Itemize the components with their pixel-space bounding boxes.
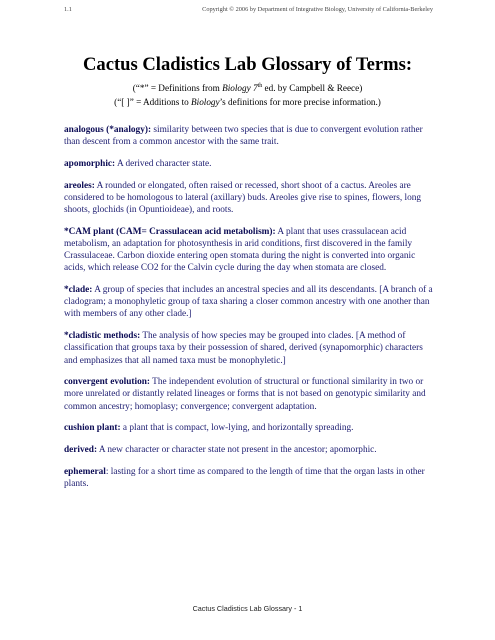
glossary-entry xyxy=(64,466,436,490)
glossary-definition: : lasting for a short time as compared to the length of time that the organ lasts in other plants. xyxy=(64,466,425,489)
glossary-entry xyxy=(64,180,436,217)
glossary-entry xyxy=(64,422,436,434)
glossary-term: *CAM plant (CAM= Crassulacean acid metabolism): xyxy=(64,226,276,237)
glossary-entries xyxy=(64,124,436,500)
subtitle-line-1 xyxy=(0,82,495,94)
subtitle-1-suffix: ed. by Campbell & Reece) xyxy=(262,83,363,93)
glossary-term: cushion plant: xyxy=(64,423,121,434)
glossary-entry xyxy=(64,330,436,367)
subtitle-1-prefix: (“*” = Definitions from xyxy=(132,83,223,93)
glossary-entry xyxy=(64,284,436,321)
glossary-entry xyxy=(64,444,436,456)
subtitle-1-book: Biology 7 xyxy=(222,83,258,93)
header-copyright: Copyright © 2006 by Department of Integrative Biology, University of California-Berkeley xyxy=(202,6,433,13)
glossary-definition: A derived character state. xyxy=(115,158,212,169)
glossary-entry xyxy=(64,376,436,413)
glossary-definition: The independent evolution of structural or functional similarity in two or more unrelated or distantly related lineages or forms that is not based on genotypic similarity and common ancestry; homoplasy; convergence; convergent adaptation. xyxy=(64,377,426,412)
glossary-term: apomorphic: xyxy=(64,158,116,169)
glossary-definition: The analysis of how species may be grouped into clades. [A method of classification that groups taxa by their possession of shared, derived (synapomorphic) characters and emphasizes that all named taxa must be monophyletic.] xyxy=(64,331,423,366)
subtitle-1-sup: th xyxy=(257,82,263,89)
glossary-term: convergent evolution: xyxy=(64,377,150,388)
glossary-definition: similarity between two species that is due to convergent evolution rather than descent from a common ancestor with the same trait. xyxy=(64,125,423,148)
glossary-term: *cladistic methods: xyxy=(64,331,141,342)
glossary-definition: A group of species that includes an ancestral species and all its descendants. [A branch of a cladogram; a monophyletic group of taxa sharing a closer common ancestry with one another than with members of any other clade.] xyxy=(64,285,433,320)
glossary-term: *clade: xyxy=(64,285,93,296)
glossary-term: analogous (*analogy): xyxy=(64,125,152,135)
subtitle-2-suffix: ’s definitions for more precise information.) xyxy=(219,97,381,107)
glossary-definition: A plant that uses crassulacean acid metabolism, an adaptation for photosynthesis in arid conditions, first discovered in the family Crassulaceae. Carbon dioxide entering open stomata during the night is converted into organic acids, which release CO2 for the Calvin cycle during the day when stomata are closed. xyxy=(64,226,416,274)
glossary-entry xyxy=(64,226,436,275)
glossary-definition: a plant that is compact, low-lying, and horizontally spreading. xyxy=(120,423,354,434)
page-title: Cactus Cladistics Lab Glossary of Terms: xyxy=(82,54,413,75)
glossary-term: areoles: xyxy=(64,180,95,191)
header-page-number: 1.1 xyxy=(64,6,72,13)
subtitle-2-book: Biology xyxy=(191,97,220,107)
glossary-definition: A new character or character state not present in the ancestor; apomorphic. xyxy=(97,445,377,456)
glossary-definition: A rounded or elongated, often raised or recessed, short shoot of a cactus. Areoles are considered to be homologous to lateral (axillary) buds. Areoles give rise to spines, flowers, long shoots, glochids (in Opuntioideae), and roots. xyxy=(64,180,422,216)
page-footer: Cactus Cladistics Lab Glossary - 1 xyxy=(192,604,303,613)
subtitle-line-2 xyxy=(0,96,495,108)
glossary-term: ephemeral xyxy=(64,466,106,477)
glossary-term: derived: xyxy=(64,445,98,456)
glossary-entry xyxy=(64,158,436,170)
glossary-entry xyxy=(64,124,436,148)
subtitle-2-prefix: (“[ ]” = Additions to xyxy=(114,97,192,107)
